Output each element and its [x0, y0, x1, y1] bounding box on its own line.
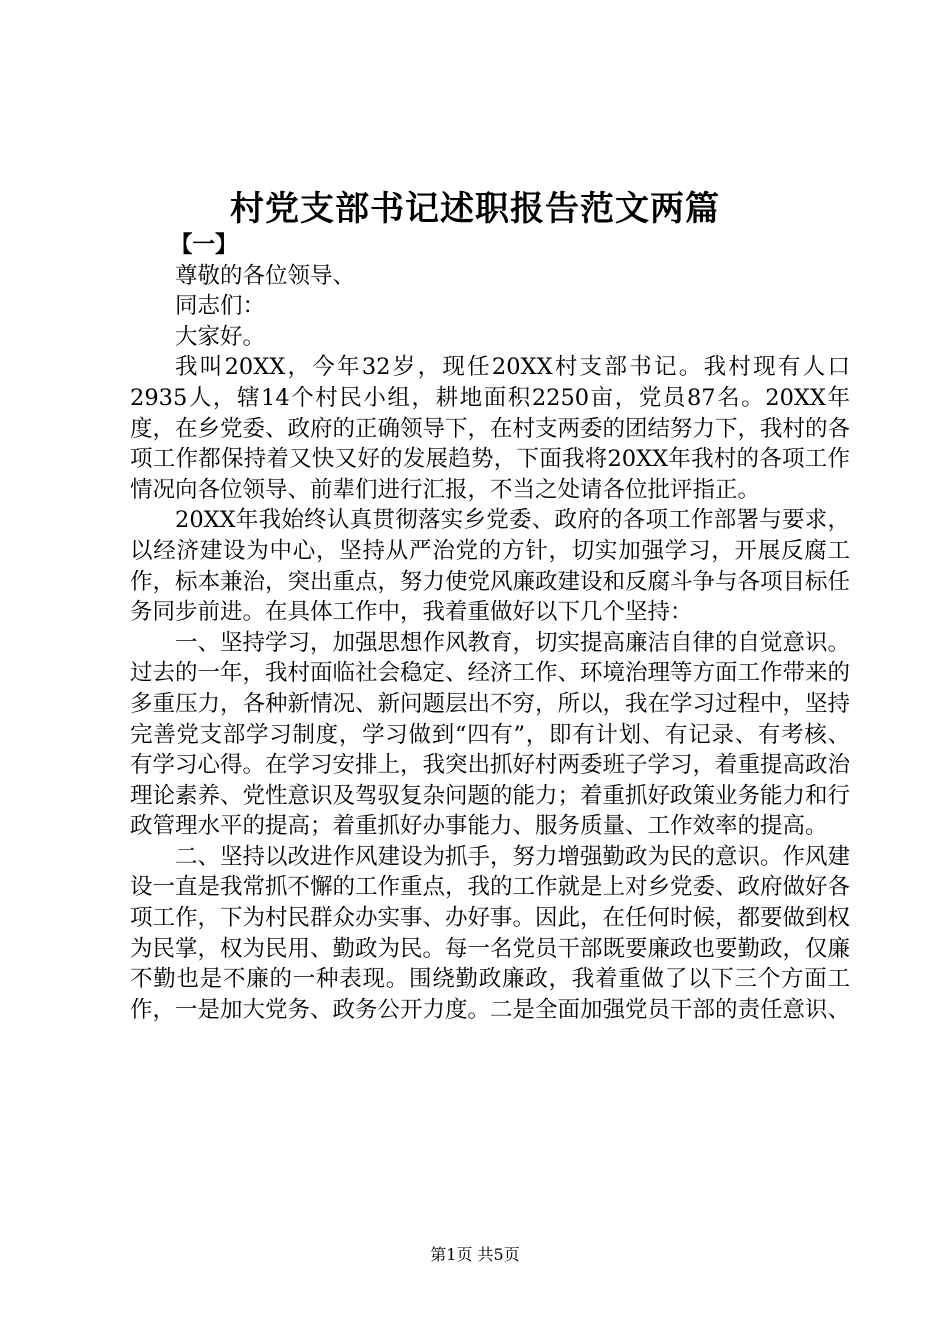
salutation-line-2: 同志们： [175, 293, 266, 320]
page-footer: 第1页 共5页 [430, 1245, 520, 1264]
greeting-line: 大家好。 [175, 323, 266, 350]
body-paragraph: 20XX年我始终认真贯彻落实乡党委、政府的各项工作部署与要求，以经济建设为中心，坚持从严治党的方针，切实加强学习，开展反腐工作，标本兼治，突出重点，努力使党风廉政建设和反腐斗争与各项目标任务同步前进。在具体工作中，我着重做好以下几个坚持： [130, 507, 851, 626]
document-title: 村党支部书记述职报告范文两篇 [230, 189, 720, 229]
body-paragraph: 二、坚持以改进作风建设为抓手，努力增强勤政为民的意识。作风建设一直是我常抓不懈的工作重点，我的工作就是上对乡党委、政府做好各项工作，下为村民群众办实事、办好事。因此，在任何时候，都要做到权为民掌，权为民用、勤政为民。每一名党员干部既要廉政也要勤政，仅廉不勤也是不廉的一种表现。围绕勤政廉政，我着重做了以下三个方面工作，一是加大党务、政务公开力度。二是全面加强党员干部的责任意识、 [130, 843, 851, 1023]
salutation-line-1: 尊敬的各位领导、 [175, 262, 356, 289]
section-marker: 【一】 [170, 232, 238, 258]
body-paragraph: 一、坚持学习，加强思想作风教育，切实提高廉洁自律的自觉意识。过去的一年，我村面临社会稳定、经济工作、环境治理等方面工作带来的多重压力，各种新情况、新问题层出不穷，所以，我在学习过程中，坚持完善党支部学习制度，学习做到“四有”，即有计划、有记录、有考核、有学习心得。在学习安排上，我突出抓好村两委班子学习，着重提高政治理论素养、党性意识及驾驭复杂问题的能力；着重抓好政策业务能力和行政管理水平的提高；着重抓好办事能力、服务质量、工作效率的提高。 [130, 629, 851, 840]
document-body [130, 230, 850, 1025]
body-paragraph: 我叫20XX，今年32岁，现任20XX村支部书记。我村现有人口2935人，辖14个村民小组，耕地面积2250亩，党员87名。20XX年度，在乡党委、政府的正确领导下，在村支两委的团结努力下，我村的各项工作都保持着又快又好的发展趋势，下面我将20XX年我村的各项工作情况向各位领导、前辈们进行汇报，不当之处请各位批评指正。 [130, 354, 851, 503]
